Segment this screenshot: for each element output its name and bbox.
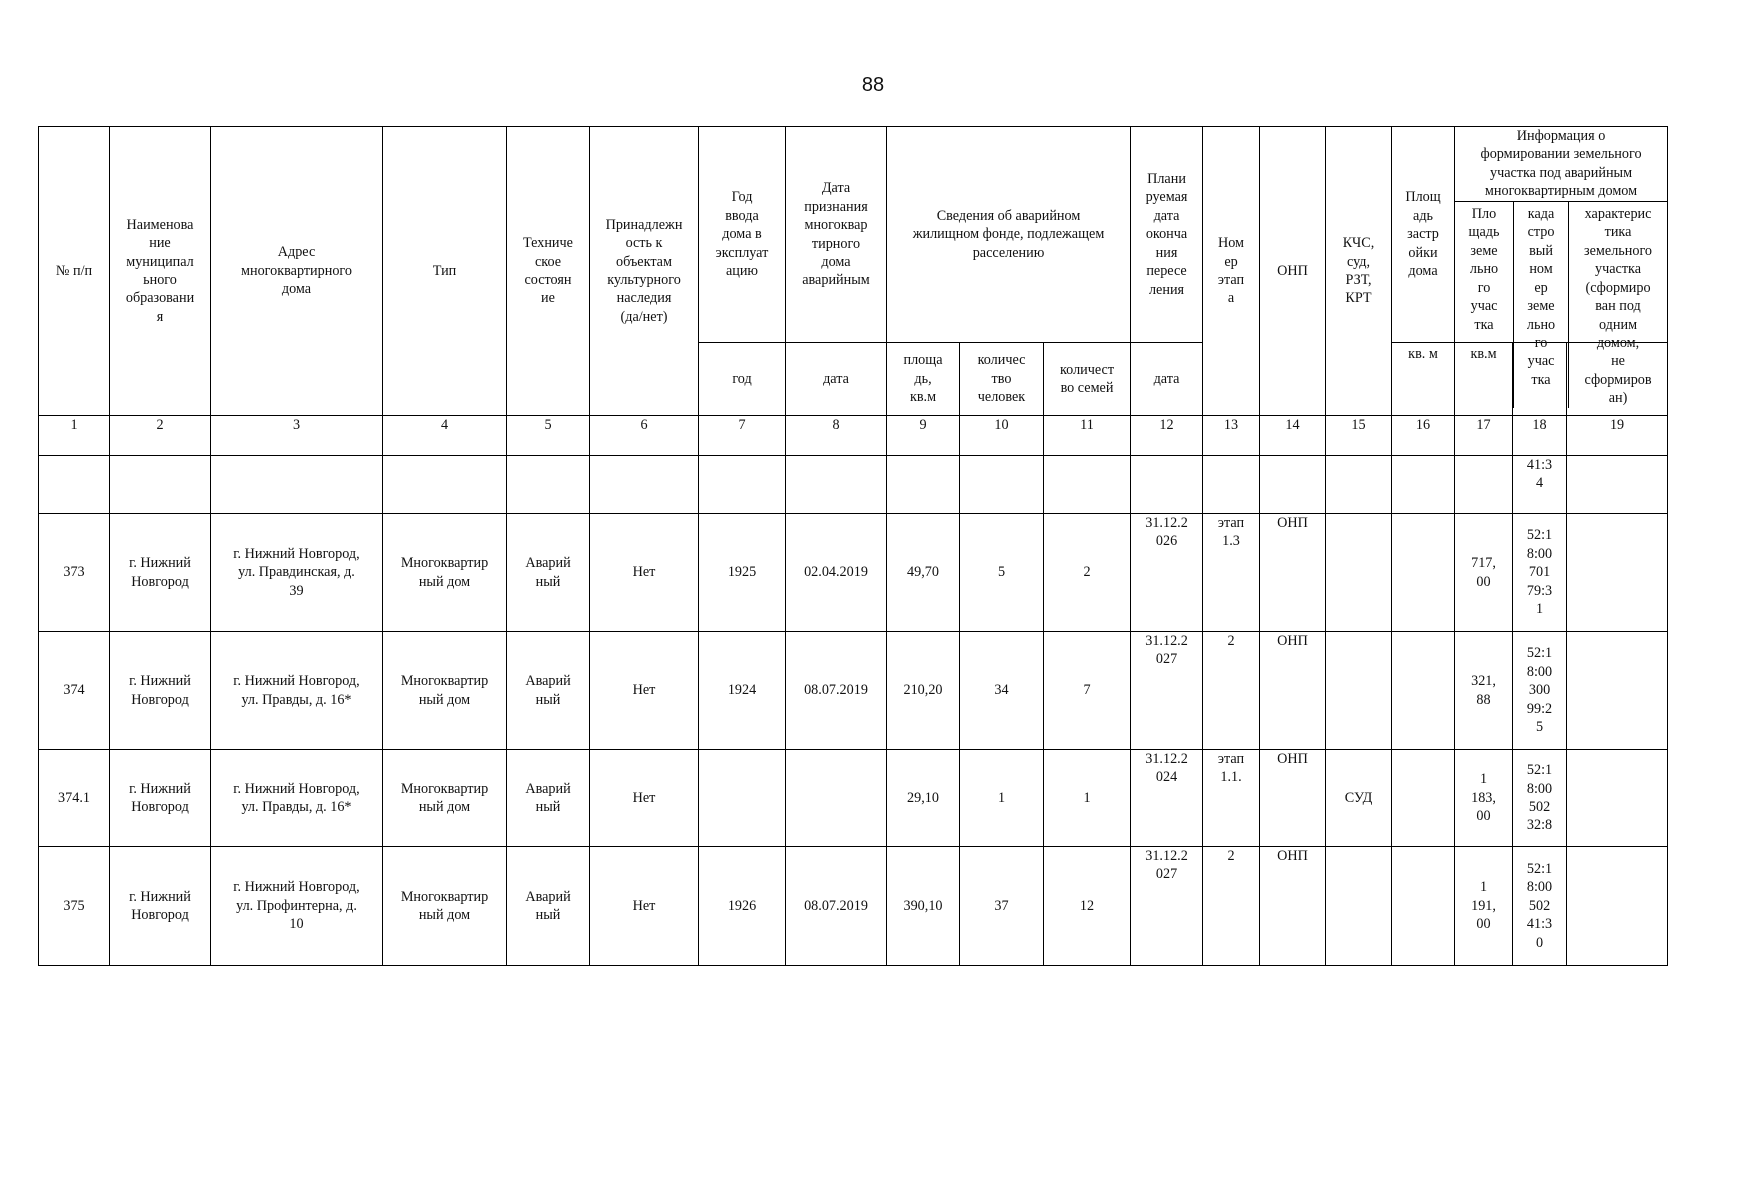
cell-condition: Аварий ный <box>507 514 590 632</box>
cell-onp: ОНП <box>1260 750 1326 847</box>
header-col-date-recognized: Дата признания многоквар тирного дома аварийным <box>786 127 887 343</box>
cell-families: 1 <box>1044 750 1131 847</box>
cell-cadastral: 52:1 8:00 701 79:3 1 <box>1513 514 1567 632</box>
header-col-onp: ОНП <box>1260 127 1326 416</box>
cell-plot-characteristic <box>1567 514 1668 632</box>
cell-cadastral: 52:1 8:00 502 41:3 0 <box>1513 847 1567 966</box>
cell-stage: 2 <box>1203 632 1260 750</box>
cell-date-recognized <box>786 750 887 847</box>
table-cell <box>383 456 507 514</box>
cell-cadastral: 52:1 8:00 502 32:8 <box>1513 750 1567 847</box>
cell-onp: ОНП <box>1260 632 1326 750</box>
cell-plot-area: 1 183, 00 <box>1455 750 1513 847</box>
cell-cadastral: 52:1 8:00 300 99:2 5 <box>1513 632 1567 750</box>
unit-date: дата <box>786 343 887 416</box>
table-cell <box>110 456 211 514</box>
header-col-plot-area: Пло щадь земе льно го учас тка <box>1455 202 1514 408</box>
header-land-plot-title: Информация о формировании земельного участка под аварийным многоквартирным домом <box>1455 127 1667 202</box>
cell-built-area <box>1392 750 1455 847</box>
cell-year: 1925 <box>699 514 786 632</box>
column-number: 11 <box>1044 416 1131 456</box>
cell-plot-characteristic <box>1567 847 1668 966</box>
column-number: 8 <box>786 416 887 456</box>
cell-municipality: г. Нижний Новгород <box>110 514 211 632</box>
table-cell <box>786 456 887 514</box>
cell-families: 2 <box>1044 514 1131 632</box>
cell-heritage: Нет <box>590 632 699 750</box>
cell-families: 12 <box>1044 847 1131 966</box>
unit-plot-area: кв.м <box>1455 343 1513 416</box>
cell-area: 49,70 <box>887 514 960 632</box>
header-col-municipality: Наименова ние муниципал ьного образовани я <box>110 127 211 416</box>
table-cell <box>211 456 383 514</box>
header-col-condition: Техниче ское состоян ие <box>507 127 590 416</box>
cell-stage: 2 <box>1203 847 1260 966</box>
cell-onp: ОНП <box>1260 847 1326 966</box>
cell-type: Многоквартир ный дом <box>383 847 507 966</box>
page-number: 88 <box>861 74 885 96</box>
cell-number: 374.1 <box>39 750 110 847</box>
cell-year: 1926 <box>699 847 786 966</box>
cell-people: 37 <box>960 847 1044 966</box>
cell-number: 373 <box>39 514 110 632</box>
continuation-row <box>39 456 1668 514</box>
table-cell <box>887 456 960 514</box>
cell-heritage: Нет <box>590 847 699 966</box>
cell-people: 5 <box>960 514 1044 632</box>
header-col-planned-date: Плани руемая дата оконча ния пересе ления <box>1131 127 1203 343</box>
header-col-stage: Ном ер этап а <box>1203 127 1260 416</box>
cell-address: г. Нижний Новгород, ул. Правдинская, д. 39 <box>211 514 383 632</box>
column-number: 9 <box>887 416 960 456</box>
cell-onp: ОНП <box>1260 514 1326 632</box>
unit-year: год <box>699 343 786 416</box>
header-row-main <box>39 127 1668 343</box>
cell-area: 29,10 <box>887 750 960 847</box>
header-col-type: Тип <box>383 127 507 416</box>
cell-municipality: г. Нижний Новгород <box>110 632 211 750</box>
cell-date-recognized: 08.07.2019 <box>786 632 887 750</box>
cell-number: 374 <box>39 632 110 750</box>
cell-area: 210,20 <box>887 632 960 750</box>
cell-kchs <box>1326 847 1392 966</box>
cell-planned-date: 31.12.2 026 <box>1131 514 1203 632</box>
column-number: 13 <box>1203 416 1260 456</box>
header-col-plot-characteristic: характерис тика земельного участка (сформиро ван под одним домом, не сформиров ан) <box>1584 205 1653 407</box>
header-col-cadastral: када стро вый ном ер земе льно го учас тка <box>1514 202 1569 408</box>
cell-type: Многоквартир ный дом <box>383 750 507 847</box>
cell-people: 34 <box>960 632 1044 750</box>
table-row <box>39 847 1668 966</box>
cell-plot-area: 717, 00 <box>1455 514 1513 632</box>
header-group-fund-info: Сведения об аварийном жилищном фонде, подлежащем расселению <box>887 127 1131 343</box>
column-number: 12 <box>1131 416 1203 456</box>
cell-plot-characteristic <box>1567 632 1668 750</box>
table-cell <box>507 456 590 514</box>
cell-heritage: Нет <box>590 514 699 632</box>
table-row <box>39 632 1668 750</box>
cell-address: г. Нижний Новгород, ул. Правды, д. 16* <box>211 750 383 847</box>
column-number: 16 <box>1392 416 1455 456</box>
table-cell <box>1567 456 1668 514</box>
table-cell <box>1260 456 1326 514</box>
cell-cadastral: 41:3 4 <box>1513 456 1567 514</box>
cell-date-recognized: 02.04.2019 <box>786 514 887 632</box>
table-cell <box>1455 456 1513 514</box>
cell-built-area <box>1392 632 1455 750</box>
header-col-built-area: Площ адь застр ойки дома <box>1392 127 1455 343</box>
cell-families: 7 <box>1044 632 1131 750</box>
header-col-address: Адрес многоквартирного дома <box>211 127 383 416</box>
column-number: 18 <box>1513 416 1567 456</box>
unit-planned-date: дата <box>1131 343 1203 416</box>
cell-type: Многоквартир ный дом <box>383 632 507 750</box>
table-row <box>39 514 1668 632</box>
column-number: 3 <box>211 416 383 456</box>
cell-plot-area: 1 191, 00 <box>1455 847 1513 966</box>
cell-date-recognized: 08.07.2019 <box>786 847 887 966</box>
cell-stage: этап 1.1. <box>1203 750 1260 847</box>
column-number: 19 <box>1567 416 1668 456</box>
cell-area: 390,10 <box>887 847 960 966</box>
header-col-number: № п/п <box>39 127 110 416</box>
unit-built-area: кв. м <box>1392 343 1455 416</box>
table-cell <box>1392 456 1455 514</box>
cell-address: г. Нижний Новгород, ул. Правды, д. 16* <box>211 632 383 750</box>
header-col-year: Год ввода дома в эксплуат ацию <box>699 127 786 343</box>
cell-type: Многоквартир ный дом <box>383 514 507 632</box>
unit-families: количест во семей <box>1044 343 1131 416</box>
column-number: 7 <box>699 416 786 456</box>
table-cell <box>590 456 699 514</box>
cell-address: г. Нижний Новгород, ул. Профинтерна, д. 10 <box>211 847 383 966</box>
column-number: 14 <box>1260 416 1326 456</box>
cell-municipality: г. Нижний Новгород <box>110 847 211 966</box>
cell-number: 375 <box>39 847 110 966</box>
header-col-heritage: Принадлежн ость к объектам культурного наследия (да/нет) <box>590 127 699 416</box>
cell-people: 1 <box>960 750 1044 847</box>
column-number: 10 <box>960 416 1044 456</box>
table-cell <box>960 456 1044 514</box>
cell-condition: Аварий ный <box>507 632 590 750</box>
cell-year <box>699 750 786 847</box>
column-number: 6 <box>590 416 699 456</box>
cell-built-area <box>1392 514 1455 632</box>
cell-stage: этап 1.3 <box>1203 514 1260 632</box>
cell-plot-characteristic <box>1567 750 1668 847</box>
table-cell <box>1203 456 1260 514</box>
cell-plot-area: 321, 88 <box>1455 632 1513 750</box>
cell-planned-date: 31.12.2 027 <box>1131 632 1203 750</box>
table-cell <box>39 456 110 514</box>
table-cell <box>699 456 786 514</box>
cell-kchs <box>1326 632 1392 750</box>
cell-municipality: г. Нижний Новгород <box>110 750 211 847</box>
table-cell <box>1131 456 1203 514</box>
cell-year: 1924 <box>699 632 786 750</box>
cell-condition: Аварий ный <box>507 847 590 966</box>
column-number-row <box>39 416 1668 456</box>
cell-planned-date: 31.12.2 024 <box>1131 750 1203 847</box>
cell-kchs: СУД <box>1326 750 1392 847</box>
unit-area: площа дь, кв.м <box>887 343 960 416</box>
column-number: 15 <box>1326 416 1392 456</box>
column-number: 1 <box>39 416 110 456</box>
column-number: 2 <box>110 416 211 456</box>
column-number: 4 <box>383 416 507 456</box>
column-number: 5 <box>507 416 590 456</box>
emergency-housing-table <box>38 126 1668 966</box>
cell-heritage: Нет <box>590 750 699 847</box>
cell-kchs <box>1326 514 1392 632</box>
unit-people: количес тво человек <box>960 343 1044 416</box>
cell-planned-date: 31.12.2 027 <box>1131 847 1203 966</box>
cell-built-area <box>1392 847 1455 966</box>
table-cell <box>1326 456 1392 514</box>
cell-condition: Аварий ный <box>507 750 590 847</box>
table-cell <box>1044 456 1131 514</box>
header-col-kchs: КЧС, суд, РЗТ, КРТ <box>1326 127 1392 416</box>
column-number: 17 <box>1455 416 1513 456</box>
table-row <box>39 750 1668 847</box>
